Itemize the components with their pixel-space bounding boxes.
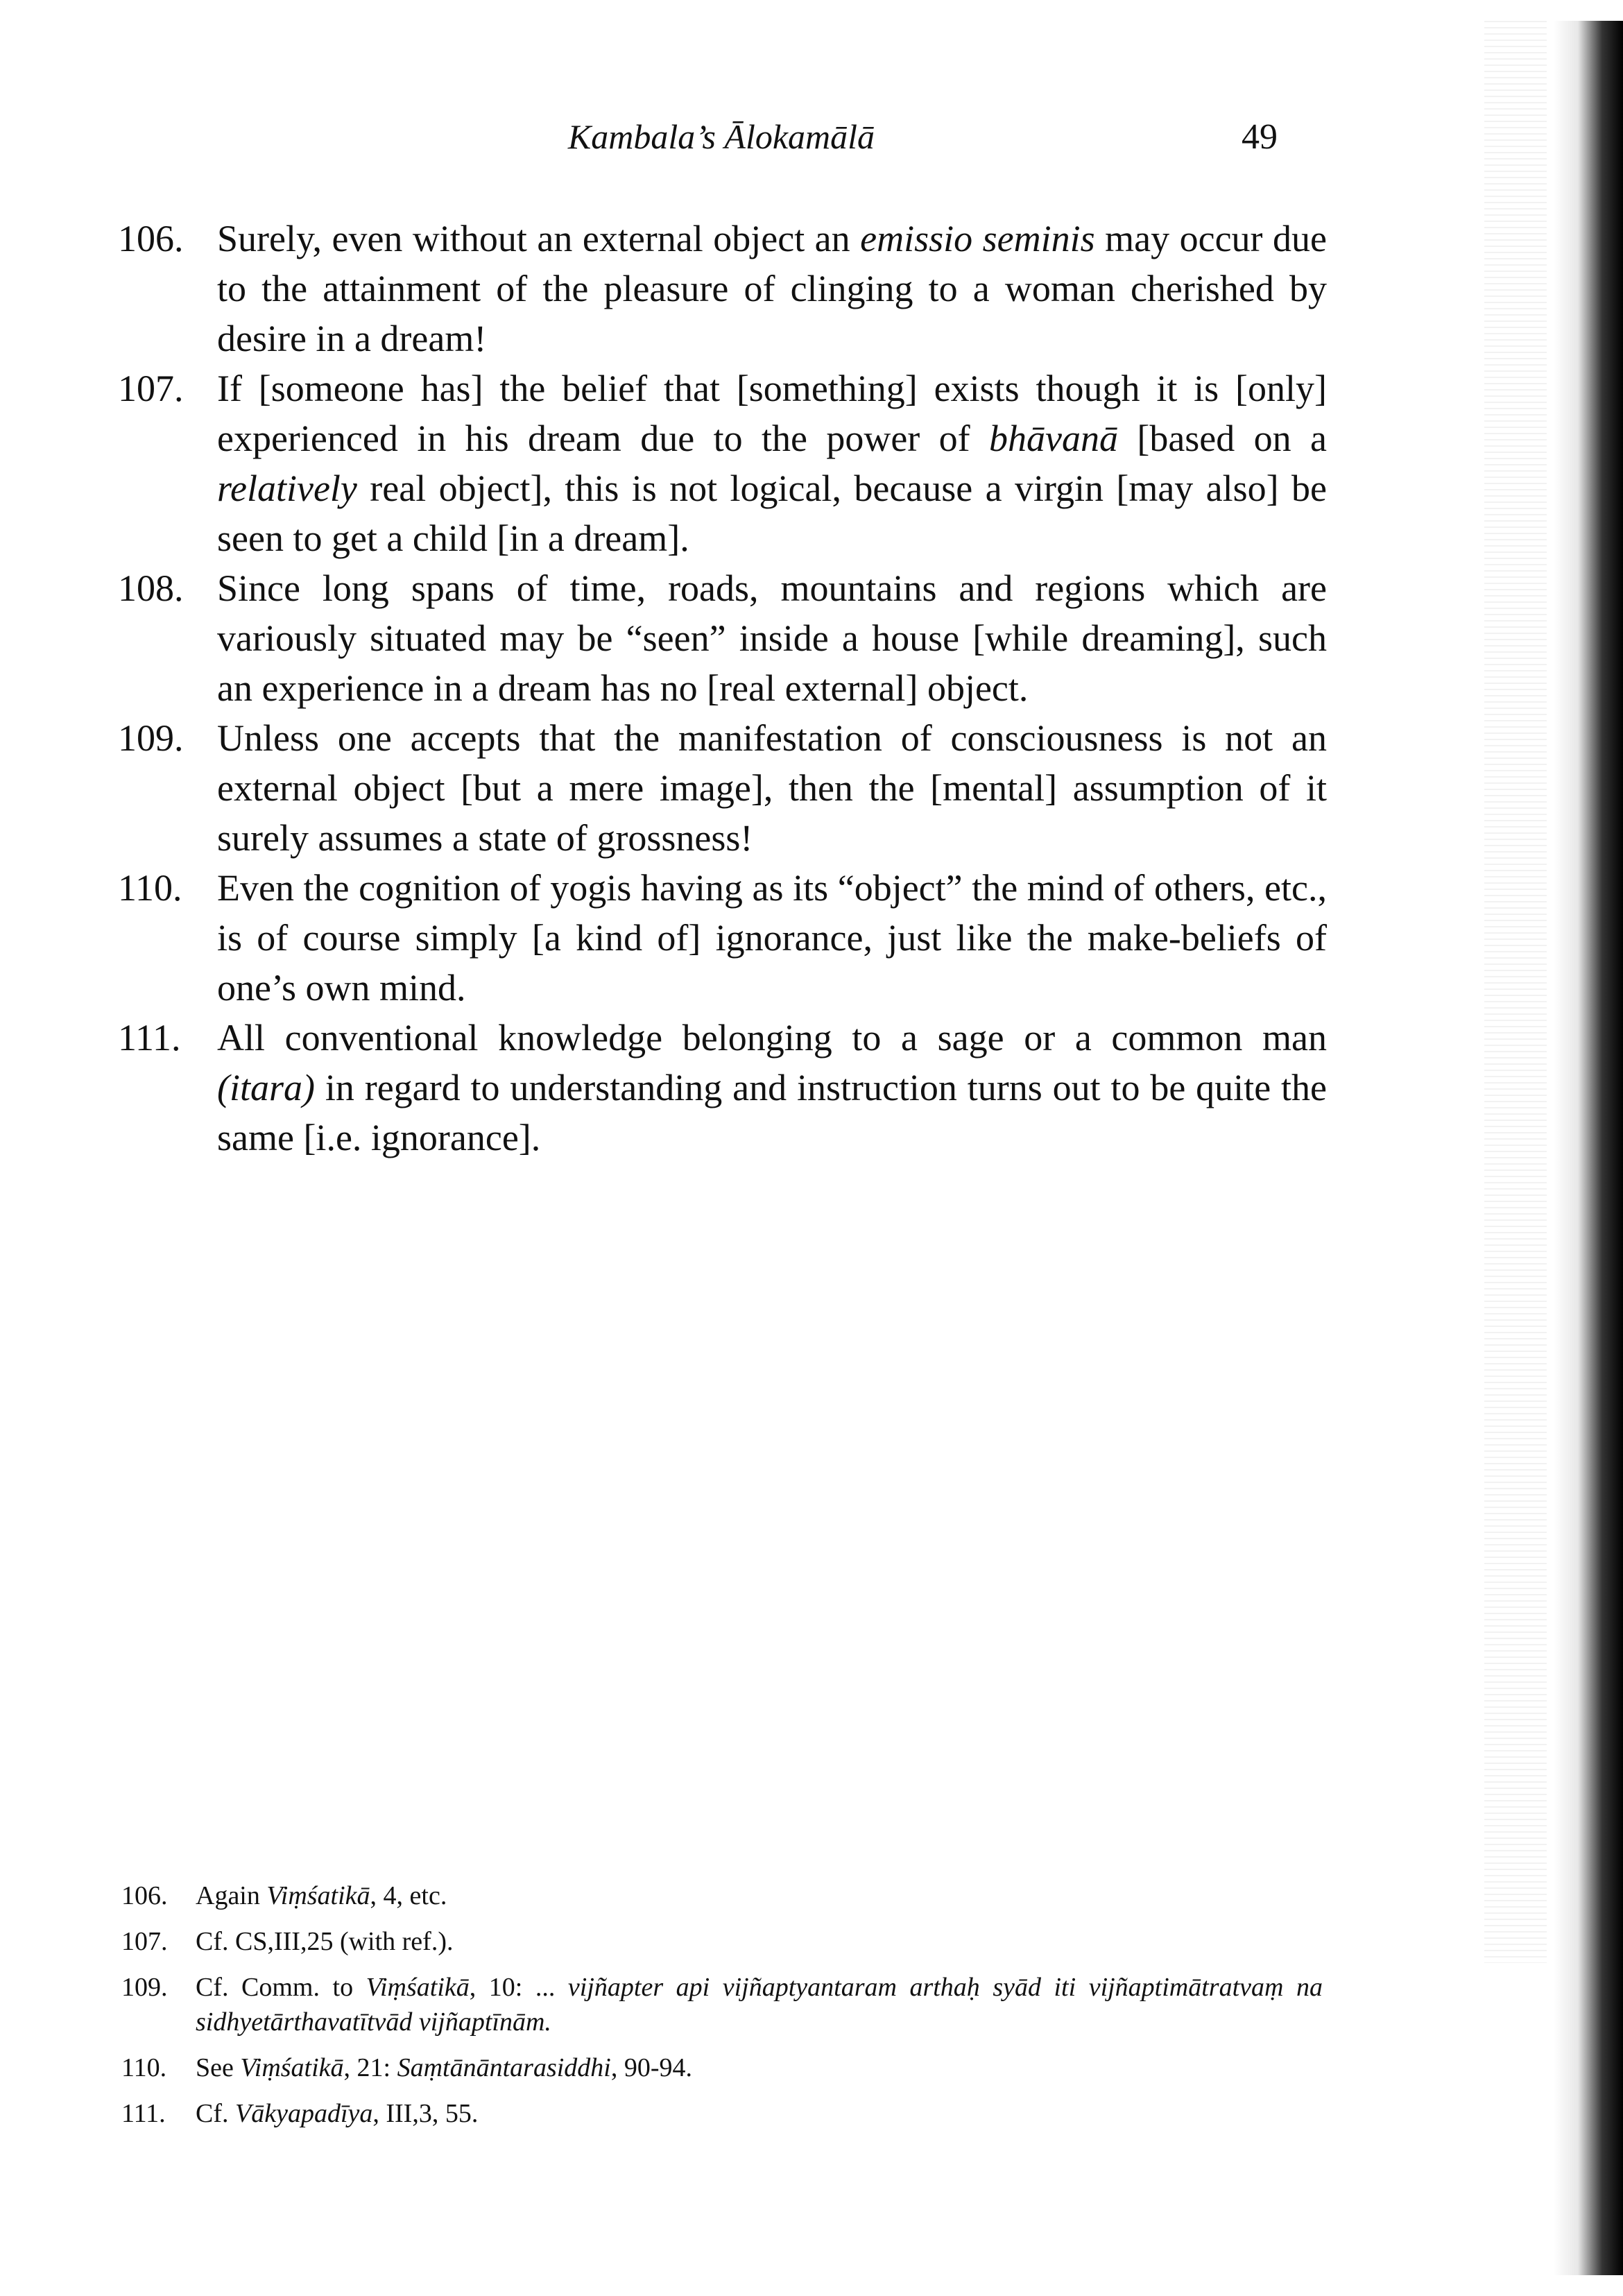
verse-number: 111. — [118, 1017, 181, 1059]
running-title: Kambala’s Ālokamālā — [567, 117, 875, 156]
scan-edge-speckle — [1484, 21, 1547, 1963]
footnote-text: Cf. Vākyapadīya, III,3, 55. — [196, 2099, 479, 2128]
verse-number: 107. — [118, 368, 184, 409]
footnote-number: 109. — [121, 1973, 168, 2002]
verse-text: All conventional knowledge belonging to a sage or a common man (itara) in regard to understanding and instruction turns out to be quite the same [i.e. ignorance]. — [217, 1017, 1327, 1158]
scan-edge-shadow — [1554, 21, 1623, 2275]
verse-number: 109. — [118, 717, 184, 759]
footnote-text: Cf. Comm. to Viṃśatikā, 10: ... vijñapter api vijñaptyantaram arthaḥ syād iti vijñaptimātratvaṃ na sidhyetārthavatītvād vijñaptīnām. — [196, 1973, 1323, 2037]
page-number: 49 — [1242, 117, 1278, 157]
footnote-number: 110. — [121, 2053, 167, 2082]
footnote-number: 107. — [121, 1927, 168, 1956]
footnote-text: See Viṃśatikā, 21: Saṃtānāntarasiddhi, 90-94. — [196, 2053, 693, 2082]
verse-text: Unless one accepts that the manifestation of consciousness is not an external object [but a mere image], then the [mental] assumption of it surely assumes a state of grossness! — [217, 717, 1327, 859]
verse-text: If [someone has] the belief that [something] exists though it is [only] experienced in his dream due to the power of bhāvanā [based on a relatively real object], this is not logical, because a virgin [may also] be seen to get a child [in a dream]. — [217, 368, 1327, 559]
verse-number: 106. — [118, 218, 184, 259]
verse-number: 108. — [118, 567, 184, 609]
verse-text: Since long spans of time, roads, mountains and regions which are variously situated may be “seen” inside a house [while dreaming], such an experience in a dream has no [real external] object. — [217, 567, 1327, 709]
footnote-number: 111. — [121, 2099, 166, 2128]
verse-number: 110. — [118, 867, 182, 909]
verse-text: Even the cognition of yogis having as its “object” the mind of others, etc., is of course simply [a kind of] ignorance, just like the make-beliefs of one’s own mind. — [217, 867, 1327, 1009]
footnote-text: Again Viṃśatikā, 4, etc. — [196, 1881, 447, 1910]
verse-text: Surely, even without an external object an emissio seminis may occur due to the attainment of the pleasure of clinging to a woman cherished by desire in a dream! — [217, 218, 1327, 359]
footnote-number: 106. — [121, 1881, 168, 1910]
footnote-text: Cf. CS,III,25 (with ref.). — [196, 1927, 454, 1956]
